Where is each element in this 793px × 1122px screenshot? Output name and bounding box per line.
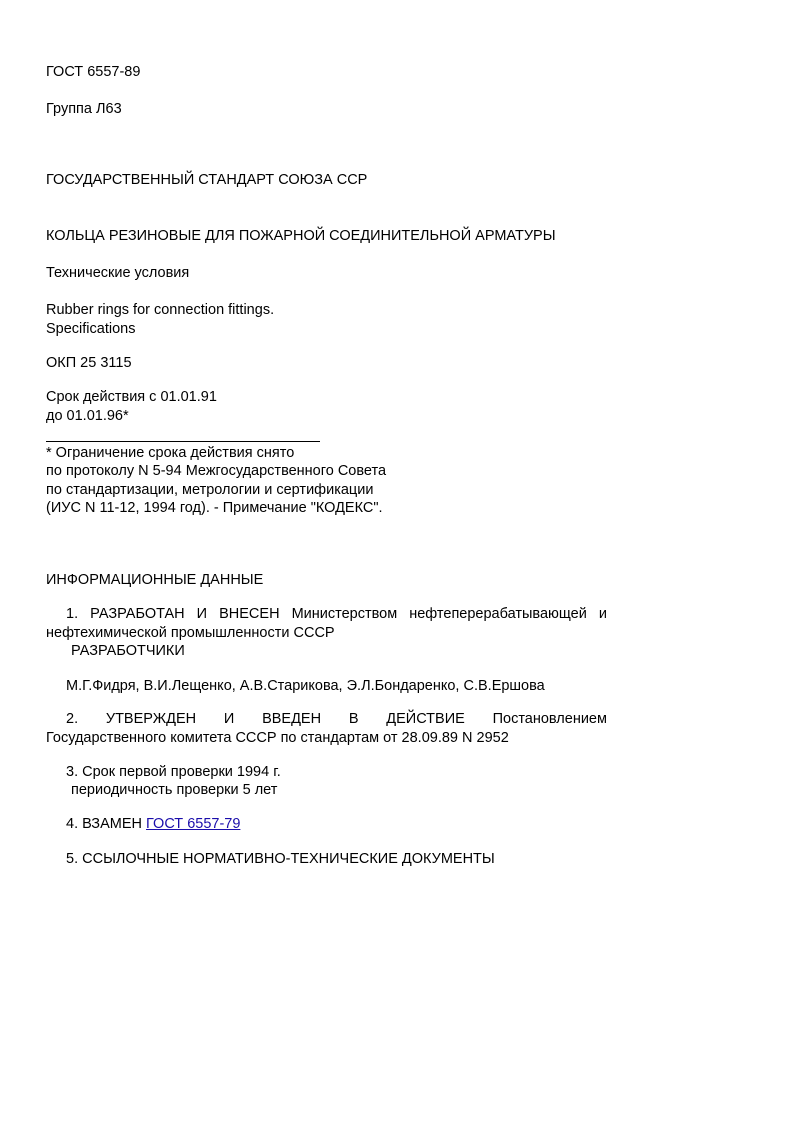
- info-item2-word: И: [223, 711, 235, 727]
- info-item4-prefix: 4. ВЗАМЕН: [66, 816, 142, 832]
- validity-line2: до 01.01.96*: [46, 408, 129, 424]
- info-item1-line1: [66, 605, 607, 623]
- footnote-line1: * Ограничение срока действия снято: [46, 445, 295, 461]
- document-title: КОЛЬЦА РЕЗИНОВЫЕ ДЛЯ ПОЖАРНОЙ СОЕДИНИТЕЛЬНОЙ АРМАТУРЫ: [46, 228, 556, 244]
- info-item1-word: нефтеперерабатывающей: [409, 606, 587, 622]
- info-item5: 5. ССЫЛОЧНЫЕ НОРМАТИВНО-ТЕХНИЧЕСКИЕ ДОКУМЕНТЫ: [66, 851, 495, 867]
- info-item2-word: УТВЕРЖДЕН: [105, 711, 197, 727]
- english-title-line1: Rubber rings for connection fittings.: [46, 302, 275, 318]
- info-item1-word: Министерством: [291, 606, 398, 622]
- info-item3-line2: периодичность проверки 5 лет: [71, 782, 278, 798]
- state-standard-heading: ГОСУДАРСТВЕННЫЙ СТАНДАРТ СОЮЗА ССР: [46, 172, 368, 188]
- info-item1-word: и: [598, 606, 607, 622]
- validity-line1: Срок действия с 01.01.91: [46, 389, 217, 405]
- info-item1-word: ВНЕСЕН: [219, 606, 280, 622]
- info-item3-line1: 3. Срок первой проверки 1994 г.: [66, 764, 281, 780]
- footnote-line3: по стандартизации, метрологии и сертификации: [46, 482, 374, 498]
- okp-code: ОКП 25 3115: [46, 355, 132, 371]
- document-subtitle: Технические условия: [46, 265, 190, 281]
- developers-label: РАЗРАБОТЧИКИ: [71, 643, 185, 659]
- document-group: Группа Л63: [46, 101, 122, 117]
- info-item1-word: И: [196, 606, 208, 622]
- info-item2-line2: Государственного комитета СССР по стандартам от 28.09.89 N 2952: [46, 730, 509, 746]
- info-item1-line2: нефтехимической промышленности СССР: [46, 625, 335, 641]
- info-item2-line1: [66, 710, 607, 728]
- footnote-line2: по протоколу N 5-94 Межгосударственного Совета: [46, 463, 387, 479]
- document-code: ГОСТ 6557-89: [46, 64, 141, 80]
- info-item1-word: РАЗРАБОТАН: [90, 606, 185, 622]
- footnote-line4: (ИУС N 11-12, 1994 год). - Примечание "КОДЕКС".: [46, 500, 383, 516]
- info-item2-word: ДЕЙСТВИЕ: [386, 711, 465, 727]
- info-item1-word: 1.: [66, 606, 79, 622]
- info-item2-word: В: [348, 711, 359, 727]
- info-heading: ИНФОРМАЦИОННЫЕ ДАННЫЕ: [46, 572, 264, 588]
- info-item2-word: ВВЕДЕН: [262, 711, 322, 727]
- info-item2-word: 2.: [66, 711, 79, 727]
- footnote-separator: [46, 441, 320, 442]
- info-item2-word: Постановлением: [492, 711, 607, 727]
- info-item4: [66, 815, 240, 833]
- developers-list: М.Г.Фидря, В.И.Лещенко, А.В.Старикова, Э.Л.Бондаренко, С.В.Ершова: [66, 678, 545, 694]
- english-title-line2: Specifications: [46, 321, 136, 337]
- replaced-standard-link[interactable]: ГОСТ 6557-79: [146, 816, 241, 832]
